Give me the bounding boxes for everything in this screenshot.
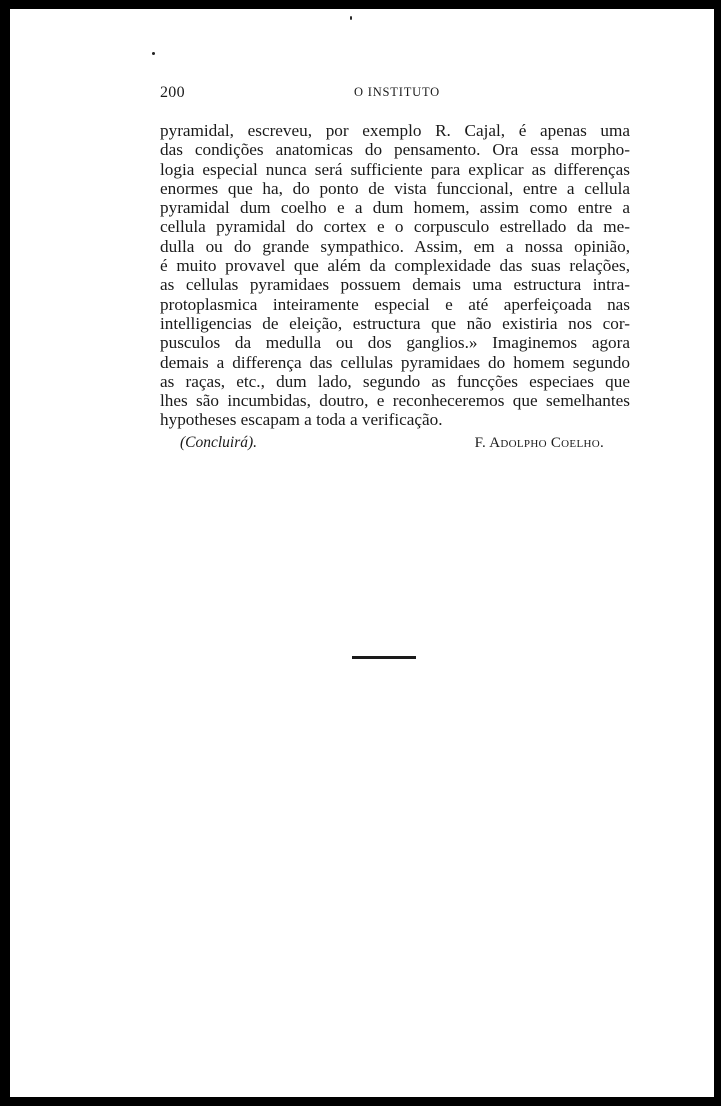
signoff: [180, 434, 604, 456]
page-number: 200: [160, 84, 185, 101]
to-be-concluded-note: (Concluirá).: [180, 434, 258, 451]
text-line: das condições anatomicas do pensamento. Ora essa morpho-: [160, 140, 630, 160]
text-line: as cellulas pyramidaes possuem demais uma estructura intra-: [160, 275, 630, 295]
text-line: hypotheses escapam a toda a verificação.: [160, 410, 443, 430]
running-title: O INSTITUTO: [354, 85, 440, 99]
ink-speck: [152, 52, 155, 55]
page-header: [160, 84, 630, 106]
text-line: cellula pyramidal do cortex e o corpusculo estrellado da me-: [160, 217, 630, 237]
text-line: pusculos da medulla ou dos ganglios.» Imaginemos agora: [160, 333, 630, 353]
text-line: dulla ou do grande sympathico. Assim, em a nossa opinião,: [160, 236, 630, 256]
body-paragraph: [160, 121, 630, 430]
text-line: é muito provavel que além da complexidade das suas relações,: [160, 256, 630, 276]
text-line: demais a differença das cellulas pyramidaes do homem segundo: [160, 352, 630, 372]
text-line: enormes que ha, do ponto de vista funccional, entre a cellula: [160, 178, 630, 198]
text-line: logia especial nunca será sufficiente para explicar as differenças: [160, 159, 630, 179]
author-signature: F. Adolpho Coelho.: [474, 435, 604, 451]
text-line: intelligencias de eleição, estructura que não existiria nos cor-: [160, 313, 630, 333]
text-line: as raças, etc., dum lado, segundo as funcções especiaes que: [160, 371, 630, 391]
text-line: protoplasmica inteiramente especial e até aperfeiçoada nas: [160, 294, 630, 314]
text-line: lhes são incumbidas, doutro, e reconheceremos que semelhantes: [160, 391, 630, 411]
text-line: pyramidal dum coelho e a dum homem, assim como entre a: [160, 198, 630, 218]
text-line: pyramidal, escreveu, por exemplo R. Cajal, é apenas uma: [160, 121, 630, 140]
section-separator-rule: [352, 656, 416, 659]
ink-speck: [350, 16, 352, 20]
